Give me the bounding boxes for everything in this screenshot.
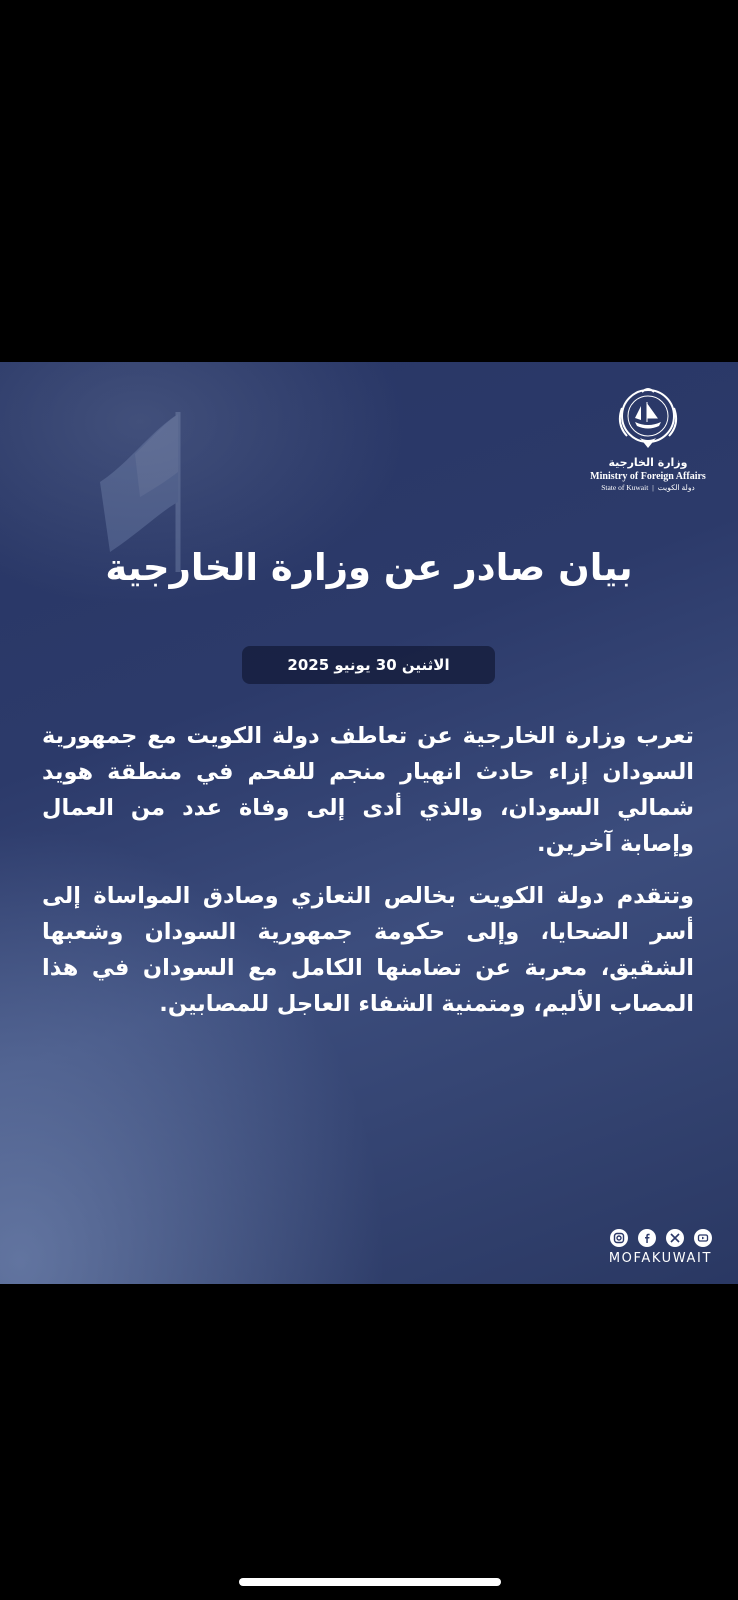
instagram-icon[interactable] — [610, 1229, 628, 1247]
statement-paragraph-1: تعرب وزارة الخارجية عن تعاطف دولة الكويت مع جمهورية السودان إزاء حادث انهيار منجم للفحم في منطقة هويد شمالي السودان، والذي أدى إلى وفاة عدد من العمال وإصابة آخرين. — [42, 723, 694, 857]
state-name-en: State of Kuwait — [601, 483, 649, 492]
kuwait-emblem-icon — [613, 384, 683, 454]
statement-paragraph-2: وتتقدم دولة الكويت بخالص التعازي وصادق المواساة إلى أسر الضحايا، وإلى حكومة جمهورية السودان وشعبها الشقيق، معربة عن تضامنها الكامل مع السودان في هذا المصاب الأليم، ومتمنية الشفاء العاجل للمصابين. — [42, 883, 694, 1017]
social-icons — [609, 1229, 712, 1247]
ministry-name-en: Ministry of Foreign Affairs — [590, 471, 706, 482]
state-name — [584, 483, 712, 493]
social-handle[interactable]: MOFAKUWAIT — [608, 1251, 712, 1266]
facebook-icon[interactable] — [638, 1229, 656, 1247]
ministry-logo — [584, 384, 712, 493]
youtube-icon[interactable] — [694, 1229, 712, 1247]
state-separator: | — [652, 483, 654, 492]
social-footer — [609, 1229, 712, 1266]
statement-title: بيان صادر عن وزارة الخارجية — [105, 546, 633, 589]
statement-image[interactable] — [0, 362, 738, 1284]
statement-body — [42, 718, 694, 1038]
ministry-name-ar: وزارة الخارجية — [608, 456, 688, 469]
x-icon[interactable] — [666, 1229, 684, 1247]
date-badge: الاثنين 30 يونيو 2025 — [242, 646, 495, 684]
state-name-ar: دولة الكويت — [657, 483, 695, 492]
home-indicator[interactable] — [239, 1578, 501, 1586]
